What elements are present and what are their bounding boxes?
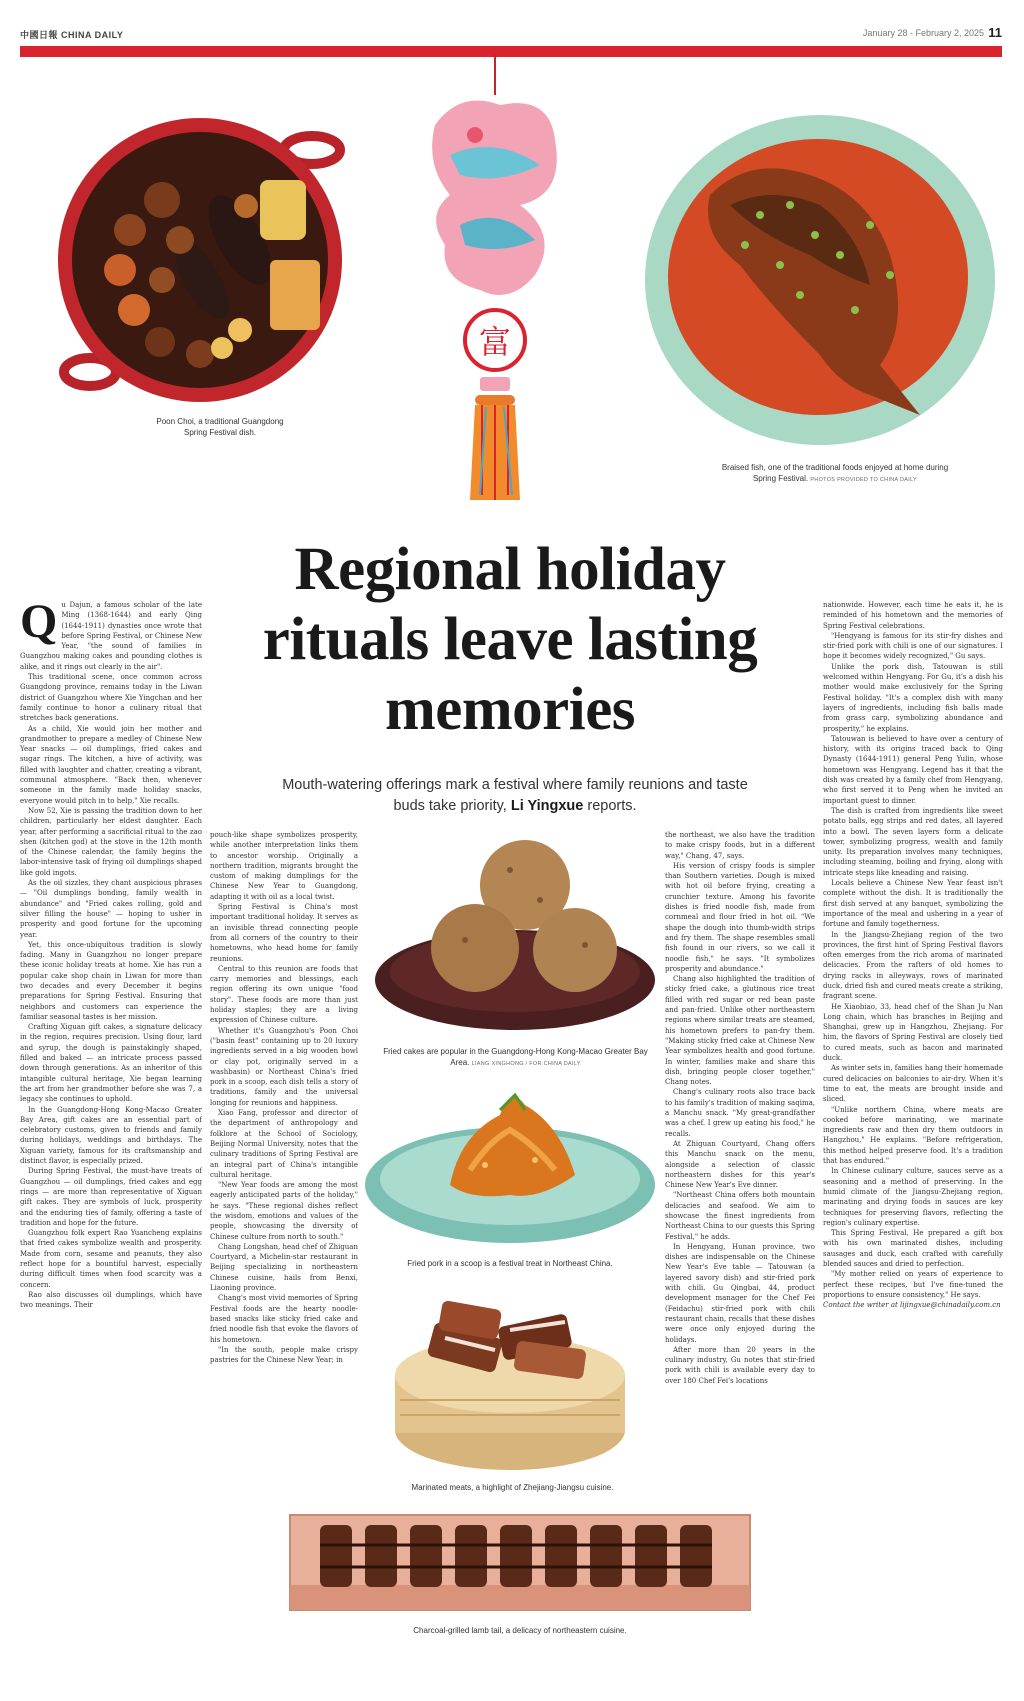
drop-cap: Q [20,600,58,648]
marinated-meats-image [390,1290,630,1475]
paragraph: Chang's most vivid memories of Spring Festival foods are the hearty noodle-based snacks like sticky fried cake and fried noodle fish that evoke the flavors of his hometown. [210,1294,358,1344]
fried-pork-caption: Fried pork in a scoop is a festival treat in Northeast China. [407,1259,613,1268]
paragraph: "New Year foods are among the most eagerly anticipated parts of the holiday," he says. "These regional dishes reflect the wisdom, emotions and values of the people, showcasing the diversity of Chinese culture from north to south." [210,1181,358,1241]
marinated-meats-caption: Marinated meats, a highlight of Zhejiang-Jiangsu cuisine. [411,1483,614,1492]
paragraph: Spring Festival is China's most important traditional holiday. It serves as an invisible thread connecting people from all corners of the country to their hometowns, who head home for family reunions. [210,903,358,963]
paragraph: Xiao Fang, professor and director of the department of anthropology and folklore at the School of Sociology, Beijing Normal University, notes that the culinary traditions of Spring Festival are an integral part of China's intangible cultural heritage. [210,1109,358,1179]
article-column-4 [823,600,1003,1690]
page-number: 11 [988,25,1002,40]
paragraph: Central to this reunion are foods that carry memories and blessings, each region offering its own unique "food story". These foods are more than just holiday staples; they are a living expression of Chinese culture. [210,964,358,1025]
headline: Regional holiday rituals leave lasting memories [262,536,758,743]
article-column-2 [210,830,358,1690]
deck-text: Mouth-watering offerings mark a festival where family reunions and taste buds take priority, [282,777,748,814]
fried-cakes-caption-text: Fried cakes are popular in the Guangdong-Hong Kong-Macao Greater Bay Area. [383,1047,648,1067]
braised-fish-image [640,105,1000,460]
paragraph: Chang's culinary roots also trace back to his family's tradition of making saqima, a Manchu snack. "My great-grandfather was a chef. I grew up eating his food," he recalls. [665,1088,815,1138]
paragraph: Unlike the pork dish, Tatouwan is still welcomed within Hengyang. For Gu, it's a dish his mother would make exclusively for the Spring Festival holiday. "It's a complex dish with many layers of ingredients, including fish balls made from grass carp, symbolizing abundance and prosperity," he explains. [823,662,1003,733]
fried-cakes-caption [378,1046,653,1070]
fish-photo-credit: PHOTOS PROVIDED TO CHINA DAILY [810,477,918,483]
paragraph: Yet, this once-ubiquitous tradition is slowly fading. Many in Guangzhou no longer prepare these iconic holiday treats at home. Xie has run a popular cake shop chain in Liwan for more than two decades and every December it begins preparations for Spring Festival. Ensuring that neighbors and customers can experience the familiar seasonal tastes is her mission. [20,940,202,1021]
paragraph: pouch-like shape symbolizes prosperity, while another interpretation links them to ancestor worship. Originally a northern tradition, migrants brought the custom of making dumplings for the Chinese New Year to Guangdong, adapting it with oil as a local twist. [210,831,358,901]
paragraph: Whether it's Guangzhou's Poon Choi ("basin feast" containing up to 20 luxury ingredients served in a big wooden bowl or clay pot, originally served in a washbasin) or Northeast China's fried pork in a scoop, each dish tells a story of traditions, family and the universal longing for reunions and happiness. [210,1026,358,1107]
paragraph: Guangzhou folk expert Rao Yuancheng explains that fried cakes symbolize wealth and prosperity. Made from corn, sesame and peanuts, they also reflect hope for a bountiful harvest, especially during difficult times when food scarcity was a concern. [20,1229,202,1289]
paragraph: After more than 20 years in the culinary industry, Gu notes that stir-fried pork with chili is available every day to over 180 Chef Fei's locations [665,1345,815,1385]
paragraph: He Xiaobiao, 33, head chef of the Shan Ju Nan Long chain, which has branches in Beijing and Shanghai, grew up in Hangzhou, Zhejiang. For him, the flavors of Spring Festival are closely tied to cured meats, such as bacon and marinated duck. [823,1002,1003,1063]
paragraph: During Spring Festival, the must-have treats of Guangzhou — oil dumplings, fried cakes and egg rings — are more than representative of Xiguan gift cakes. They are symbols of luck, prosperity and the enduring ties of family, offering a taste of tradition and hope for the future. [20,1167,202,1227]
article-column-3 [665,830,815,1500]
paragraph: This Spring Festival, He prepared a gift box with his own marinated dishes, including sausages and duck, each crafted with carefully blended sauces and dried to perfection. [823,1229,1003,1268]
fish-caption [720,462,950,486]
paragraph: At Zhiguan Courtyard, Chang offers this Manchu snack on the menu, alongside a selection of classic northeastern dishes for this year's Chinese New Year's Eve dinner. [665,1139,815,1190]
paragraph: "Northeast China offers both mountain delicacies and seafood. We aim to showcase the finest ingredients from Northeast China to our guests this Spring Festival," he adds. [665,1191,815,1241]
masthead [20,22,1002,42]
paragraph: In the Guangdong-Hong Kong-Macao Greater Bay Area, gift cakes are an essential part of celebratory customs, given to friends and family during holidays, weddings and birthdays. The Xiguan variety, famous for its craftsmanship and distinct flavor, is especially prized. [20,1105,202,1166]
paragraph: In the Jiangsu-Zhejiang region of the two provinces, the first hint of Spring Festival flavors often emerges from the rich aroma of marinated delicacies. From the rafters of old homes to drying racks in alleyways, rows of marinated duck, dried fish and cured meats create a striking, fragrant scene. [823,930,1003,1001]
paragraph: u Dajun, a famous scholar of the late Ming (1368-1644) and early Qing (1644-1911) dynasties once wrote that before Spring Festival, or Chinese New Year, "the sound of families in Guangzhou making cakes and pounding clothes is alike, and it rings out clearly in the air". [20,601,202,671]
paragraph: Chang Longshan, head chef of Zhiguan Courtyard, a Michelin-star restaurant in Beijing specializing in northeastern Chinese cuisine, hails from Benxi, Liaoning province. [210,1242,358,1293]
fish-caption-text: Braised fish, one of the traditional foods enjoyed at home during Spring Festival. [721,463,949,483]
deck-author: Li Yingxue [510,798,584,814]
poon-choi-image [50,110,350,410]
paragraph: The dish is crafted from ingredients like sweet potato balls, egg strips and red dates, all layered into a bowl. The seven layers form a delicate tower, symbolizing progress, wealth and family unity. Its preparation involves many techniques, including steaming, boiling and frying, along with intricate steps like kneading and raising. [823,806,1003,877]
paragraph: Locals believe a Chinese New Year feast isn't complete without the dish. It is traditionally the first dish served at any banquet, symbolizing the importance of the meal and ushering in a year of fortune and family togetherness. [823,879,1003,929]
fried-pork-image [360,1075,660,1250]
paragraph: As a child, Xie would join her mother and grandmother to prepare a medley of Chinese New Year snacks — oil dumplings, fried cakes and sugar rings. The kitchen, a hive of activity, was filled with laughter and chatter, creating a vibrant, communal atmosphere. "Back then, whenever someone in the family made holiday snacks, everyone would pitch in to help," Xie recalls. [20,724,202,805]
lamb-tail-caption: Charcoal-grilled lamb tail, a delicacy of northeastern cuisine. [413,1626,627,1635]
paragraph: "In the south, people make crispy pastries for the Chinese New Year; in [210,1345,358,1365]
poon-choi-caption: Poon Choi, a traditional Guangdong Spring Festival dish. [156,417,284,437]
paragraph: Chang also highlighted the tradition of sticky fried cake, a glutinous rice treat filled with red sugar or red bean paste and pan-fried. Unlike other northeastern regions where similar treats are steamed, his hometown prefers to pan-fry them. "Making sticky fried cake at Chinese New Year symbolizes health and good fortune. In winter, families make and share this dish, bringing people closer together," Chang notes. [665,975,815,1087]
paragraph: In Chinese culinary culture, sauces serve as a seasoning and a method of preserving. In the humid climate of the Jiangsu-Zhejiang region, marinating and drying foods in sauces are key techniques for preserving flavors, reflecting the region's culinary expertise. [823,1167,1003,1227]
paragraph: As the oil sizzles, they chant auspicious phrases — "Oil dumplings bonding, family wealth in abundance" and "Fried cakes rolling, gold and silver filling the house" — hoping to usher in prosperity and good fortune for the upcoming year. [20,879,202,939]
fried-cakes-photo-credit: LIANG XINGHONG / FOR CHINA DAILY [471,1061,581,1067]
paragraph: Tatouwan is believed to have over a century of history, with its origins traced back to Qing Dynasty (1644-1911) general Peng Yulin, whose hometown was Hengyang. Legend has it that the dish was created by a family chef from Hengyang, who first served it to Peng when he invited an important guest to dinner. [823,734,1003,805]
dragon-ornament-image [420,55,570,505]
paragraph: Now 52, Xie is passing the tradition down to her children, particularly her eldest daughter. Each year, after performing a sacrificial ritual to the zao shen (kitchen god) at the stove in the 12th month of the Chinese calendar, the family begins the labor-intensive task of frying oil dumplings shaped like gold ingots. [20,806,202,877]
deck-suffix: reports. [587,798,637,814]
newspaper-logo: 中國日報 CHINA DAILY [20,30,124,40]
fortune-character: 富 [478,323,512,361]
contact-line: Contact the writer at lijingxue@chinadaily.com.cn [823,1301,1001,1310]
issue-date: January 28 - February 2, 2025 [862,28,984,38]
paragraph: the northeast, we also have the tradition to make crispy foods, but in a different way," Chang, 47, says. [665,831,815,860]
deck [280,775,750,817]
paragraph: "My mother relied on years of experience to perfect these recipes, but I've fine-tuned the proportions to ensure consistency," He says. [823,1270,1003,1299]
paragraph: "Hengyang is famous for its stir-fry dishes and stir-fried pork with chili is one of our signatures. I hope it becomes widely recognized," Gu says. [823,631,1003,661]
fried-cakes-image [370,830,660,1040]
paragraph: As winter sets in, families hang their homemade cured delicacies on balconies to air-dry. When it's time to eat, the meats are brought inside and sliced. [823,1064,1003,1104]
paragraph: nationwide. However, each time he eats it, he is reminded of his hometown and the memories of Spring Festival celebrations. [823,601,1003,630]
paragraph: Crafting Xiguan gift cakes, a signature delicacy in the region, requires precision. Using flour, lard and syrup, the dough is painstakingly shaped, filled and baked — an intricate process passed down through generations. As an inheritor of this intangible cultural heritage, Xie began learning the art from her grandmother before she was 7, a legacy she continues to uphold. [20,1023,202,1104]
paragraph: His version of crispy foods is simpler than Southern varieties. Dough is mixed with hot oil before frying, creating a crunchier texture. Among his favorite dishes is fried noodle fish, made from cornmeal and flour fried in hot oil. "We shape the dough into thumb-width strips and fry them. The shape resembles small fish found in our rivers, so we call it noodle fish," he says. "It symbolizes prosperity and abundance." [665,861,815,973]
article-column-1 [20,600,202,1690]
paragraph: Rao also discusses oil dumplings, which have two meanings. Their [20,1290,202,1310]
paragraph: This traditional scene, once common across Guangdong province, remains today in the Liwan district of Guangzhou where Xie Yingchan and her family continue to honor a culinary ritual that stretches back generations. [20,673,202,723]
paragraph: "Unlike northern China, where meats are cooked before marinating, we marinate ingredients raw and then dry them outdoors in Hangzhou," He explains. "Before refrigeration, this method helped preserve food. It's a tradition that has endured." [823,1105,1003,1166]
paragraph: In Hengyang, Hunan province, two dishes are indispensable on the Chinese New Year's Eve table — Tatouwan (a layered savory dish) and stir-fried pork with chili. Gu Qingbai, 44, product development manager for the Chef Fei (Feidachu) stir-fried pork with chili restaurant chain, recalls that these dishes were once only enjoyed during the holidays. [665,1242,815,1344]
